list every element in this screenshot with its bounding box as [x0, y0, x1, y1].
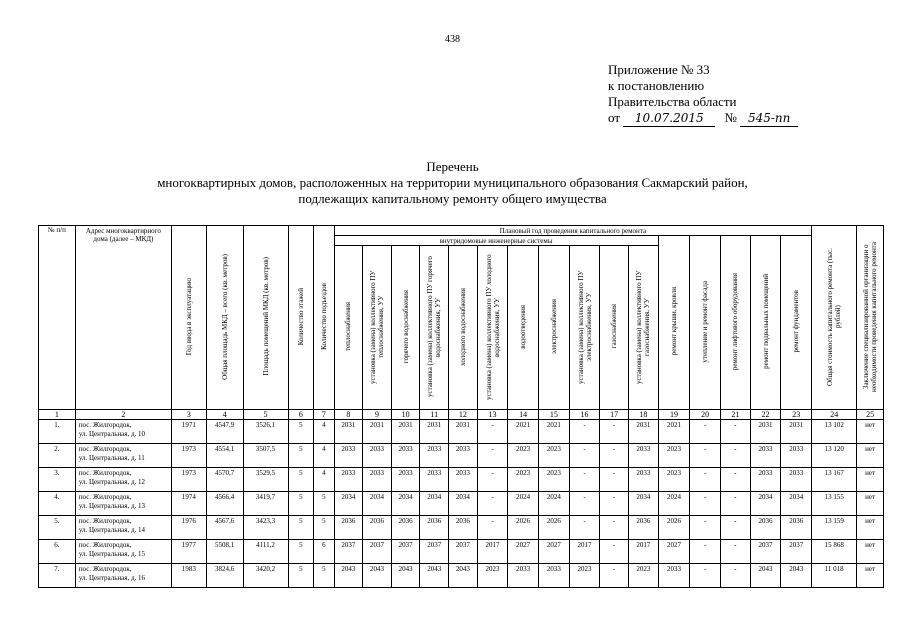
- table-cell: нет: [857, 564, 884, 588]
- table-cell: 2034: [391, 492, 420, 516]
- table-row: [39, 420, 884, 444]
- table-cell: 3507,5: [243, 444, 288, 468]
- table-cell: -: [477, 468, 508, 492]
- table-cell: 2023: [658, 444, 690, 468]
- table-cell: 4554,1: [206, 444, 243, 468]
- table-cell: 4566,4: [206, 492, 243, 516]
- table-cell: 2037: [420, 540, 449, 564]
- table-cell: -: [477, 492, 508, 516]
- table-cell: -: [721, 444, 751, 468]
- table-cell: 2033: [391, 468, 420, 492]
- appendix-resolution: к постановлению: [608, 78, 705, 93]
- table-cell: 2031: [391, 420, 420, 444]
- table-cell: -: [721, 516, 751, 540]
- table-cell: 2036: [449, 516, 478, 540]
- table-cell: 3420,2: [243, 564, 288, 588]
- table-cell: -: [569, 492, 600, 516]
- head-roof: ремонт крыши, кровли: [658, 236, 690, 410]
- table-cell: -: [721, 468, 751, 492]
- table-cell: 2033: [391, 444, 420, 468]
- row-number: 7.: [39, 564, 76, 588]
- column-number: 8: [334, 410, 363, 420]
- head-cold-water-meter: установка (замена) коллективного ПУ холодного водоснабжения, УУ: [477, 246, 508, 410]
- table-cell: -: [600, 516, 629, 540]
- address-line-1: пос. Жилгородок,: [78, 493, 132, 501]
- table-cell: -: [569, 468, 600, 492]
- table-cell: 2033: [363, 444, 392, 468]
- table-cell: -: [690, 516, 721, 540]
- head-total-cost: Общая стоимость капитального ремонта (тыс. рублей): [812, 226, 857, 410]
- table-cell: 2021: [539, 420, 570, 444]
- table-cell: 1976: [171, 516, 206, 540]
- table-cell: 2037: [391, 540, 420, 564]
- head-facade: утепление и ремонт фасада: [690, 236, 721, 410]
- column-number-row: [39, 410, 884, 420]
- table-cell: 2033: [334, 444, 363, 468]
- column-number: 10: [391, 410, 420, 420]
- column-number: 5: [243, 410, 288, 420]
- date-from-label: от: [608, 110, 621, 125]
- table-cell: 2043: [391, 564, 420, 588]
- table-row: [39, 516, 884, 540]
- table-body: [39, 410, 884, 588]
- table-cell: 3824,6: [206, 564, 243, 588]
- head-elevator: ремонт лифтового оборудования: [721, 236, 751, 410]
- table-cell: 13 159: [812, 516, 857, 540]
- table-cell: 2031: [363, 420, 392, 444]
- number-label: №: [724, 110, 737, 125]
- table-cell: 4111,2: [243, 540, 288, 564]
- table-row: [39, 564, 884, 588]
- table-cell: 1973: [171, 444, 206, 468]
- table-cell: нет: [857, 468, 884, 492]
- table-cell: -: [600, 564, 629, 588]
- table-cell: 1974: [171, 492, 206, 516]
- table-cell: 5: [314, 492, 334, 516]
- buildings-table: [38, 225, 884, 588]
- table-cell: 2034: [628, 492, 658, 516]
- table-row: [39, 540, 884, 564]
- table-cell: -: [690, 444, 721, 468]
- address-line-2: ул. Центральная, д. 14: [78, 526, 146, 534]
- table-cell: 2023: [508, 468, 539, 492]
- table-cell: -: [690, 468, 721, 492]
- table-row: [39, 492, 884, 516]
- table-cell: 13 167: [812, 468, 857, 492]
- table-cell: 4: [314, 420, 334, 444]
- table-cell: -: [721, 564, 751, 588]
- table-cell: 2033: [420, 468, 449, 492]
- table-cell: 2024: [508, 492, 539, 516]
- table-cell: 2017: [628, 540, 658, 564]
- table-cell: 2023: [628, 564, 658, 588]
- table-cell: 2033: [750, 468, 781, 492]
- table-cell: 3423,3: [243, 516, 288, 540]
- table-cell: 2033: [750, 444, 781, 468]
- table-cell: 2023: [539, 468, 570, 492]
- address-line-2: ул. Центральная, д. 10: [78, 430, 146, 438]
- table-cell: 2033: [449, 468, 478, 492]
- head-sewerage: водоотведения: [508, 246, 539, 410]
- row-address: [75, 564, 171, 588]
- column-number: 13: [477, 410, 508, 420]
- address-line-2: ул. Центральная, д. 15: [78, 550, 146, 558]
- table-cell: 2033: [363, 468, 392, 492]
- table-cell: 2033: [628, 444, 658, 468]
- column-number: 9: [363, 410, 392, 420]
- row-number: 2.: [39, 444, 76, 468]
- table-cell: 15 868: [812, 540, 857, 564]
- resolution-date: 10.07.2015: [623, 110, 715, 127]
- table-cell: 2036: [363, 516, 392, 540]
- table-cell: 2034: [449, 492, 478, 516]
- table-cell: 4: [314, 468, 334, 492]
- table-cell: -: [477, 444, 508, 468]
- table-cell: -: [477, 420, 508, 444]
- address-line-1: пос. Жилгородок,: [78, 517, 132, 525]
- table-cell: 2023: [658, 468, 690, 492]
- table-cell: 1983: [171, 564, 206, 588]
- table-cell: 2034: [363, 492, 392, 516]
- table-cell: 2034: [750, 492, 781, 516]
- table-cell: 2027: [658, 540, 690, 564]
- table-cell: 2027: [508, 540, 539, 564]
- table-cell: 2043: [750, 564, 781, 588]
- table-cell: 2023: [539, 444, 570, 468]
- address-line-1: пос. Жилгородок,: [78, 469, 132, 477]
- column-number: 7: [314, 410, 334, 420]
- table-cell: 2017: [569, 540, 600, 564]
- table-cell: 2033: [449, 444, 478, 468]
- head-heat-meter: установка (замена) коллективного ПУ теплоснабжения, УУ: [363, 246, 392, 410]
- row-number: 6.: [39, 540, 76, 564]
- table-cell: -: [690, 492, 721, 516]
- row-number: 1.: [39, 420, 76, 444]
- column-number: 18: [628, 410, 658, 420]
- table-cell: 2033: [658, 564, 690, 588]
- table-cell: 2031: [628, 420, 658, 444]
- head-plan-group: Плановый год проведения капитального ремонта: [334, 226, 812, 236]
- table-cell: 2031: [750, 420, 781, 444]
- column-number: 11: [420, 410, 449, 420]
- table-cell: 2033: [781, 444, 812, 468]
- head-floors: Количество этажей: [288, 226, 314, 410]
- table-cell: -: [600, 540, 629, 564]
- table-cell: -: [600, 420, 629, 444]
- table-cell: нет: [857, 444, 884, 468]
- table-cell: 2033: [508, 564, 539, 588]
- table-cell: -: [721, 540, 751, 564]
- table-cell: 13 102: [812, 420, 857, 444]
- table-cell: 2023: [569, 564, 600, 588]
- table-cell: 2043: [781, 564, 812, 588]
- table-cell: 13 120: [812, 444, 857, 468]
- table-cell: 5: [314, 516, 334, 540]
- row-address: [75, 516, 171, 540]
- table-cell: -: [569, 444, 600, 468]
- address-line-2: ул. Центральная, д. 16: [78, 574, 146, 582]
- table-cell: 5: [288, 492, 314, 516]
- table-cell: 11 018: [812, 564, 857, 588]
- address-line-2: ул. Центральная, д. 13: [78, 502, 146, 510]
- table-cell: нет: [857, 540, 884, 564]
- table-cell: 2036: [420, 516, 449, 540]
- table-cell: 2033: [539, 564, 570, 588]
- address-line-2: ул. Центральная, д. 12: [78, 478, 146, 486]
- table-cell: 2036: [628, 516, 658, 540]
- table-cell: 3526,1: [243, 420, 288, 444]
- page-number: 438: [445, 34, 460, 45]
- table-cell: 2027: [539, 540, 570, 564]
- table-cell: 2036: [391, 516, 420, 540]
- row-address: [75, 540, 171, 564]
- address-line-2: ул. Центральная, д. 11: [78, 454, 145, 462]
- title-line-1: Перечень: [426, 159, 479, 174]
- column-number: 12: [449, 410, 478, 420]
- appendix-government: Правительства области: [608, 94, 737, 109]
- table-cell: 2031: [449, 420, 478, 444]
- head-foundation: ремонт фундаментов: [781, 236, 812, 410]
- column-number: 14: [508, 410, 539, 420]
- table-cell: 2037: [449, 540, 478, 564]
- table-cell: 2034: [781, 492, 812, 516]
- table-cell: -: [721, 492, 751, 516]
- address-line-1: пос. Жилгородок,: [78, 565, 132, 573]
- head-entrances: Количество подъездов: [314, 226, 334, 410]
- head-hot-water-meter: установка (замена) коллективного ПУ горячего водоснабжения, УУ: [420, 246, 449, 410]
- table-cell: 2033: [420, 444, 449, 468]
- table-cell: 2037: [363, 540, 392, 564]
- table-cell: 1973: [171, 468, 206, 492]
- head-total-area: Общая площадь МКД – всего (кв. метров): [206, 226, 243, 410]
- table-cell: 2031: [334, 420, 363, 444]
- table-cell: 2034: [420, 492, 449, 516]
- table-row: [39, 468, 884, 492]
- appendix-number: Приложение № 33: [608, 62, 710, 77]
- table-cell: 5: [288, 444, 314, 468]
- column-number: 19: [658, 410, 690, 420]
- table-row: [39, 444, 884, 468]
- table-cell: 2026: [539, 516, 570, 540]
- table-cell: 5: [288, 468, 314, 492]
- table-cell: -: [721, 420, 751, 444]
- head-num: № п/п: [39, 226, 76, 410]
- column-number: 6: [288, 410, 314, 420]
- table-cell: 2023: [508, 444, 539, 468]
- row-address: [75, 444, 171, 468]
- table-cell: 2021: [658, 420, 690, 444]
- table-cell: 2037: [781, 540, 812, 564]
- table-cell: 2024: [539, 492, 570, 516]
- appendix-date-line: [608, 110, 798, 127]
- resolution-number: 545-пп: [740, 110, 798, 127]
- table-cell: 2026: [658, 516, 690, 540]
- address-line-1: пос. Жилгородок,: [78, 445, 132, 453]
- column-number: 20: [690, 410, 721, 420]
- table-cell: -: [690, 420, 721, 444]
- table-cell: 5: [288, 564, 314, 588]
- head-gas-meter: установка (замена) коллективного ПУ газоснабжения, УУ: [628, 246, 658, 410]
- table-cell: 2033: [334, 468, 363, 492]
- head-conclusion: Заключение специализированной организации о необходимости проведения капитального ремонта: [857, 226, 884, 410]
- table-cell: 2023: [477, 564, 508, 588]
- column-number: 24: [812, 410, 857, 420]
- table-cell: 2043: [363, 564, 392, 588]
- head-heating: теплоснабжения: [334, 246, 363, 410]
- table-cell: 2034: [334, 492, 363, 516]
- head-cold-water: холодного водоснабжения: [449, 246, 478, 410]
- table-cell: 2026: [508, 516, 539, 540]
- table-cell: -: [569, 516, 600, 540]
- head-year-built: Год ввода в эксплуатацию: [171, 226, 206, 410]
- column-number: 2: [75, 410, 171, 420]
- head-electricity: электроснабжения: [539, 246, 570, 410]
- column-number: 16: [569, 410, 600, 420]
- table-cell: 2043: [334, 564, 363, 588]
- table-cell: 2033: [628, 468, 658, 492]
- table-cell: -: [569, 420, 600, 444]
- address-line-1: пос. Жилгородок,: [78, 421, 132, 429]
- row-number: 4.: [39, 492, 76, 516]
- table-cell: -: [690, 564, 721, 588]
- head-basement: ремонт подвальных помещений: [750, 236, 781, 410]
- head-electricity-meter: установка (замена) коллективного ПУ электроснабжения, УУ: [569, 246, 600, 410]
- row-number: 3.: [39, 468, 76, 492]
- table-cell: 6: [314, 540, 334, 564]
- table-cell: 4567,6: [206, 516, 243, 540]
- table-cell: 2037: [750, 540, 781, 564]
- table-cell: 5: [288, 420, 314, 444]
- table-cell: 1977: [171, 540, 206, 564]
- head-premises-area: Площадь помещений МКД (кв. метров): [243, 226, 288, 410]
- table-cell: 2033: [781, 468, 812, 492]
- head-systems-group: внутридомовые инженерные системы: [334, 236, 658, 246]
- head-gas: газоснабжения: [600, 246, 629, 410]
- table-cell: -: [600, 444, 629, 468]
- column-number: 21: [721, 410, 751, 420]
- table-cell: -: [690, 540, 721, 564]
- table-cell: 2037: [334, 540, 363, 564]
- row-address: [75, 420, 171, 444]
- column-number: 23: [781, 410, 812, 420]
- row-address: [75, 468, 171, 492]
- column-number: 15: [539, 410, 570, 420]
- table-cell: 3529,5: [243, 468, 288, 492]
- table-cell: 5: [314, 564, 334, 588]
- column-number: 1: [39, 410, 76, 420]
- table-cell: 2024: [658, 492, 690, 516]
- title-line-3: подлежащих капитальному ремонту общего имущества: [298, 191, 607, 206]
- table-cell: 3419,7: [243, 492, 288, 516]
- table-cell: 4: [314, 444, 334, 468]
- column-number: 17: [600, 410, 629, 420]
- table-cell: 2017: [477, 540, 508, 564]
- table-cell: 5: [288, 540, 314, 564]
- table-cell: 2036: [750, 516, 781, 540]
- title-line-2: многоквартирных домов, расположенных на территории муниципального образования Сакмарский район,: [157, 175, 748, 190]
- table-cell: -: [600, 492, 629, 516]
- table-cell: 5: [288, 516, 314, 540]
- table-cell: 1971: [171, 420, 206, 444]
- table-cell: 2036: [334, 516, 363, 540]
- table-cell: 5508,1: [206, 540, 243, 564]
- table-cell: -: [600, 468, 629, 492]
- table-cell: 2043: [449, 564, 478, 588]
- table-cell: 13 155: [812, 492, 857, 516]
- table-cell: нет: [857, 420, 884, 444]
- head-address: Адрес многоквартирного дома (далее – МКД): [75, 226, 171, 410]
- table-cell: 2036: [781, 516, 812, 540]
- table-cell: 2021: [508, 420, 539, 444]
- column-number: 25: [857, 410, 884, 420]
- table-cell: 2043: [420, 564, 449, 588]
- row-address: [75, 492, 171, 516]
- address-line-1: пос. Жилгородок,: [78, 541, 132, 549]
- table-cell: нет: [857, 492, 884, 516]
- row-number: 5.: [39, 516, 76, 540]
- column-number: 4: [206, 410, 243, 420]
- table-cell: нет: [857, 516, 884, 540]
- table-cell: -: [477, 516, 508, 540]
- table-cell: 2031: [420, 420, 449, 444]
- table-cell: 4570,7: [206, 468, 243, 492]
- head-hot-water: горячего водоснабжения: [391, 246, 420, 410]
- table-cell: 4547,9: [206, 420, 243, 444]
- column-number: 3: [171, 410, 206, 420]
- table-cell: 2031: [781, 420, 812, 444]
- column-number: 22: [750, 410, 781, 420]
